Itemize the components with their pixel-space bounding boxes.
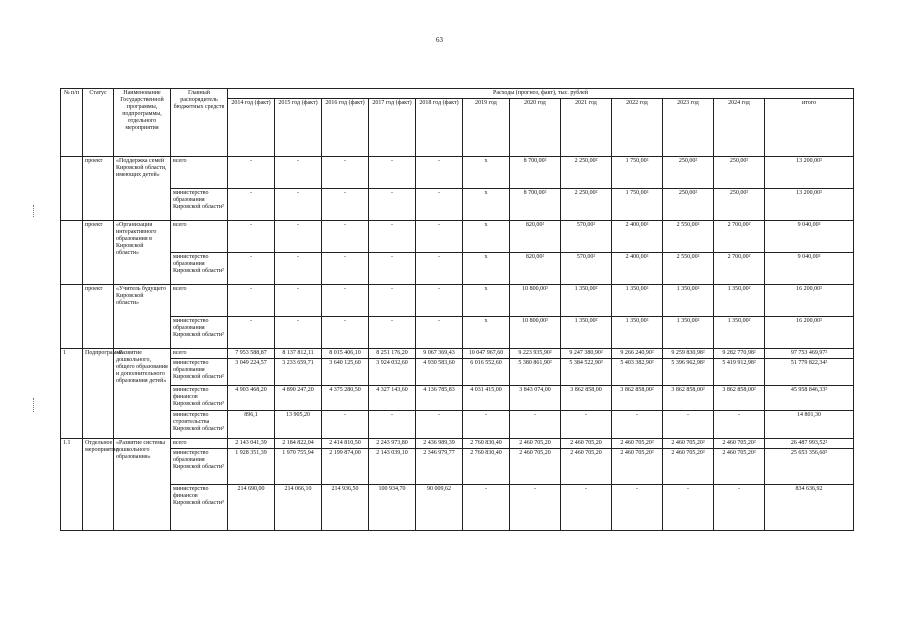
cell-value: 26 487 993,52² (765, 439, 854, 449)
header-name: Наименование Государственной программы, подпрограммы, отдельного мероприятия (114, 89, 171, 157)
cell-value: - (275, 253, 322, 285)
cell-value: - (228, 189, 275, 221)
cell-value: 2 143 039,10 (369, 449, 416, 485)
page-number: 63 (436, 36, 443, 44)
cell-value: 1 350,00² (612, 317, 663, 349)
table-row (61, 359, 854, 386)
cell-manager: министерство образования Кировской области² (171, 189, 228, 221)
cell-value: 3 862 858,00 (561, 386, 612, 411)
cell-value: 8 251 176,20 (369, 349, 416, 359)
cell-value: - (612, 485, 663, 531)
cell-value: - (561, 485, 612, 531)
cell-value: 570,00² (561, 253, 612, 285)
cell-value: 2 460 705,20² (663, 439, 714, 449)
cell-value: 6 016 552,60 (463, 359, 510, 386)
cell-value: 25 653 356,60² (765, 449, 854, 485)
cell-value: - (275, 317, 322, 349)
cell-value: - (369, 253, 416, 285)
cell-value: 2 700,00² (714, 253, 765, 285)
cell-value: 1 350,00² (612, 285, 663, 317)
table-row (61, 386, 854, 411)
cell-value: 2 250,00² (561, 189, 612, 221)
cell-value: - (275, 157, 322, 189)
cell-value: 214 690,00 (228, 485, 275, 531)
cell-value: - (369, 285, 416, 317)
cell-value: 14 801,30 (765, 411, 854, 439)
cell-status: проект (83, 285, 114, 349)
cell-value: - (612, 411, 663, 439)
cell-manager: всего (171, 439, 228, 449)
cell-value: х (463, 189, 510, 221)
cell-value: 250,00² (663, 157, 714, 189)
cell-value: 896,1 (228, 411, 275, 439)
cell-value: 9 223 935,90² (510, 349, 561, 359)
cell-name: «Поддержка семей Кировской области, имеющих детей» (114, 157, 171, 221)
cell-value: 45 958 846,33² (765, 386, 854, 411)
cell-value: 2 400,00² (612, 221, 663, 253)
cell-value: 3 862 858,00² (663, 386, 714, 411)
table-row (61, 411, 854, 439)
cell-value: 214 936,50 (322, 485, 369, 531)
cell-value: - (322, 189, 369, 221)
cell-value: - (228, 317, 275, 349)
cell-value: 8 700,00² (510, 157, 561, 189)
cell-value: 3 233 659,71 (275, 359, 322, 386)
cell-value: 5 380 861,90² (510, 359, 561, 386)
cell-value: 9 282 770,98² (714, 349, 765, 359)
header-expenses: Расходы (прогноз, факт), тыс. рублей (228, 89, 854, 99)
cell-value: - (416, 189, 463, 221)
cell-value: 2 400,00² (612, 253, 663, 285)
cell-value: - (275, 189, 322, 221)
cell-value: - (228, 221, 275, 253)
cell-value: - (228, 253, 275, 285)
cell-value: 10 047 967,60 (463, 349, 510, 359)
cell-value: 820,00² (510, 253, 561, 285)
header-year: 2014 год (факт) (228, 99, 275, 157)
cell-value: 13 200,00² (765, 189, 854, 221)
cell-num (61, 285, 83, 349)
cell-manager: всего (171, 157, 228, 189)
cell-value: - (663, 485, 714, 531)
table-body (61, 157, 854, 531)
cell-value: х (463, 253, 510, 285)
cell-value: 9 259 830,98² (663, 349, 714, 359)
cell-value: 2 243 973,80 (369, 439, 416, 449)
cell-value: 2 460 705,20 (510, 439, 561, 449)
margin-mark (33, 398, 35, 412)
cell-manager: министерство финансов Кировской области³ (171, 485, 228, 531)
header-status: Статус (83, 89, 114, 157)
cell-value: 5 396 962,98² (663, 359, 714, 386)
cell-value: 250,00² (714, 189, 765, 221)
cell-value: 9 067 369,43 (416, 349, 463, 359)
cell-value: 10 800,00² (510, 317, 561, 349)
cell-value: 2 460 705,20 (510, 449, 561, 485)
cell-value: 16 200,00² (765, 317, 854, 349)
table-row (61, 157, 854, 189)
cell-value: 1 928 351,39 (228, 449, 275, 485)
cell-value: 7 953 588,87 (228, 349, 275, 359)
table-row (61, 317, 854, 349)
cell-value: 4 890 247,20 (275, 386, 322, 411)
cell-value: 1 350,00² (663, 317, 714, 349)
header-year: 2020 год (510, 99, 561, 157)
cell-manager: всего (171, 349, 228, 359)
cell-value: - (322, 285, 369, 317)
cell-value: 2 760 830,40 (463, 449, 510, 485)
cell-value: - (561, 411, 612, 439)
table-row (61, 285, 854, 317)
cell-value: х (463, 317, 510, 349)
cell-value: 2 460 705,20 (561, 439, 612, 449)
cell-manager: министерство финансов Кировской области³ (171, 386, 228, 411)
cell-value: 2 460 705,20 (561, 449, 612, 485)
cell-value: - (714, 485, 765, 531)
cell-value: 3 862 858,00² (612, 386, 663, 411)
cell-value: - (663, 411, 714, 439)
table-row (61, 485, 854, 531)
cell-value: 5 384 522,90² (561, 359, 612, 386)
cell-value: 2 143 041,39 (228, 439, 275, 449)
table-row (61, 349, 854, 359)
header-manager: Главный распорядитель бюджетных средств (171, 89, 228, 157)
cell-value: 834 636,92 (765, 485, 854, 531)
cell-value: 4 136 785,83 (416, 386, 463, 411)
cell-value: 97 753 469,97² (765, 349, 854, 359)
cell-value: 1 750,00² (612, 157, 663, 189)
cell-value: 4 903 468,20 (228, 386, 275, 411)
cell-value: 2 346 979,77 (416, 449, 463, 485)
header-year: 2022 год (612, 99, 663, 157)
cell-status: проект (83, 157, 114, 221)
cell-manager: министерство образования Кировской области² (171, 253, 228, 285)
header-year: 2016 год (факт) (322, 99, 369, 157)
cell-value: 1 350,00² (561, 317, 612, 349)
cell-name: «Развитие дошкольного, общего образования и дополнительного образования детей» (114, 349, 171, 439)
cell-value: 1 350,00² (561, 285, 612, 317)
cell-manager: всего (171, 285, 228, 317)
header-year: 2017 год (факт) (369, 99, 416, 157)
cell-value: 3 049 224,57 (228, 359, 275, 386)
cell-value: 3 862 858,00² (714, 386, 765, 411)
header-year: 2018 год (факт) (416, 99, 463, 157)
cell-manager: министерство образования Кировской области² (171, 449, 228, 485)
cell-value: - (463, 411, 510, 439)
cell-value: 51 779 822,34² (765, 359, 854, 386)
cell-value: 2 550,00² (663, 253, 714, 285)
header-year: 2019 год (463, 99, 510, 157)
cell-value: х (463, 221, 510, 253)
cell-value: 2 550,00² (663, 221, 714, 253)
header-num: № п/п (61, 89, 83, 157)
cell-value: 16 200,00² (765, 285, 854, 317)
cell-value: 250,00² (663, 189, 714, 221)
cell-value: - (463, 485, 510, 531)
margin-mark (33, 205, 35, 217)
cell-value: - (322, 317, 369, 349)
cell-value: 2 700,00² (714, 221, 765, 253)
cell-value: 100 934,70 (369, 485, 416, 531)
cell-value: 9 266 240,90² (612, 349, 663, 359)
cell-value: - (275, 285, 322, 317)
cell-value: 2 250,00² (561, 157, 612, 189)
table-row (61, 221, 854, 253)
cell-value: - (369, 317, 416, 349)
cell-value: - (416, 221, 463, 253)
cell-value: 9 247 380,90² (561, 349, 612, 359)
cell-value: - (322, 253, 369, 285)
cell-value: 2 414 810,50 (322, 439, 369, 449)
cell-value: - (416, 157, 463, 189)
header-year: 2021 год (561, 99, 612, 157)
cell-manager: министерство строительства Кировской области³ (171, 411, 228, 439)
budget-table (60, 88, 854, 531)
cell-num (61, 157, 83, 221)
cell-value: 250,00² (714, 157, 765, 189)
cell-value: 3 924 032,60 (369, 359, 416, 386)
cell-value: - (275, 221, 322, 253)
cell-value: 8 137 812,11 (275, 349, 322, 359)
cell-value: - (714, 411, 765, 439)
cell-value: - (369, 221, 416, 253)
cell-value: 3 640 125,60 (322, 359, 369, 386)
cell-manager: министерство образования Кировской области² (171, 317, 228, 349)
cell-num: 1 (61, 349, 83, 439)
cell-value: 820,00² (510, 221, 561, 253)
cell-value: - (416, 285, 463, 317)
cell-value: - (322, 411, 369, 439)
cell-status: Подпрограмма (83, 349, 114, 439)
cell-value: 5 403 382,90² (612, 359, 663, 386)
cell-value: 4 327 143,60 (369, 386, 416, 411)
cell-value: - (510, 485, 561, 531)
cell-num (61, 221, 83, 285)
cell-value: 4 031 415,00 (463, 386, 510, 411)
cell-value: 9 040,00² (765, 221, 854, 253)
cell-status: Отдельное мероприятие (83, 439, 114, 531)
header-year: 2023 год (663, 99, 714, 157)
cell-value: 2 199 874,00 (322, 449, 369, 485)
cell-value: 1 750,00² (612, 189, 663, 221)
cell-value: 3 843 074,00 (510, 386, 561, 411)
cell-name: «Развитие системы дошкольного образования» (114, 439, 171, 531)
cell-manager: министерство образования Кировской области² (171, 359, 228, 386)
table-row (61, 189, 854, 221)
cell-value: 13 905,20 (275, 411, 322, 439)
cell-value: 90 009,62 (416, 485, 463, 531)
header-year: итого (765, 99, 854, 157)
cell-value: 9 040,00² (765, 253, 854, 285)
cell-value: 8 700,00² (510, 189, 561, 221)
table-row (61, 439, 854, 449)
cell-value: - (369, 189, 416, 221)
cell-value: - (369, 411, 416, 439)
cell-value: - (228, 157, 275, 189)
cell-value: 1 350,00² (714, 285, 765, 317)
cell-value: 2 460 705,20² (714, 439, 765, 449)
cell-value: - (322, 157, 369, 189)
cell-value: х (463, 157, 510, 189)
cell-value: 2 760 830,40 (463, 439, 510, 449)
cell-value: 2 460 705,20² (612, 439, 663, 449)
cell-value: 2 460 705,20² (612, 449, 663, 485)
cell-value: х (463, 285, 510, 317)
cell-name: «Учитель будущего Кировской области» (114, 285, 171, 349)
cell-value: - (416, 317, 463, 349)
cell-value: - (369, 157, 416, 189)
cell-value: 570,00² (561, 221, 612, 253)
table-row (61, 253, 854, 285)
cell-value: 2 436 989,39 (416, 439, 463, 449)
cell-value: 2 460 705,20² (663, 449, 714, 485)
cell-value: 13 200,00² (765, 157, 854, 189)
cell-value: 4 375 280,50 (322, 386, 369, 411)
cell-name: «Организация интерактивного образования в Кировской области» (114, 221, 171, 285)
cell-value: 8 015 406,10 (322, 349, 369, 359)
header-year: 2024 год (714, 99, 765, 157)
cell-value: - (228, 285, 275, 317)
cell-manager: всего (171, 221, 228, 253)
cell-value: 214 066,10 (275, 485, 322, 531)
header-year: 2015 год (факт) (275, 99, 322, 157)
cell-value: - (416, 253, 463, 285)
cell-value: - (322, 221, 369, 253)
cell-value: 10 800,00² (510, 285, 561, 317)
table-row (61, 449, 854, 485)
cell-value: 2 184 822,04 (275, 439, 322, 449)
cell-value: 1 350,00² (663, 285, 714, 317)
cell-value: 5 419 912,98² (714, 359, 765, 386)
cell-value: 2 460 705,20² (714, 449, 765, 485)
cell-value: - (416, 411, 463, 439)
cell-value: - (510, 411, 561, 439)
cell-num: 1.1 (61, 439, 83, 531)
cell-value: 1 970 755,94 (275, 449, 322, 485)
cell-value: 1 350,00² (714, 317, 765, 349)
cell-status: проект (83, 221, 114, 285)
cell-value: 4 930 583,60 (416, 359, 463, 386)
